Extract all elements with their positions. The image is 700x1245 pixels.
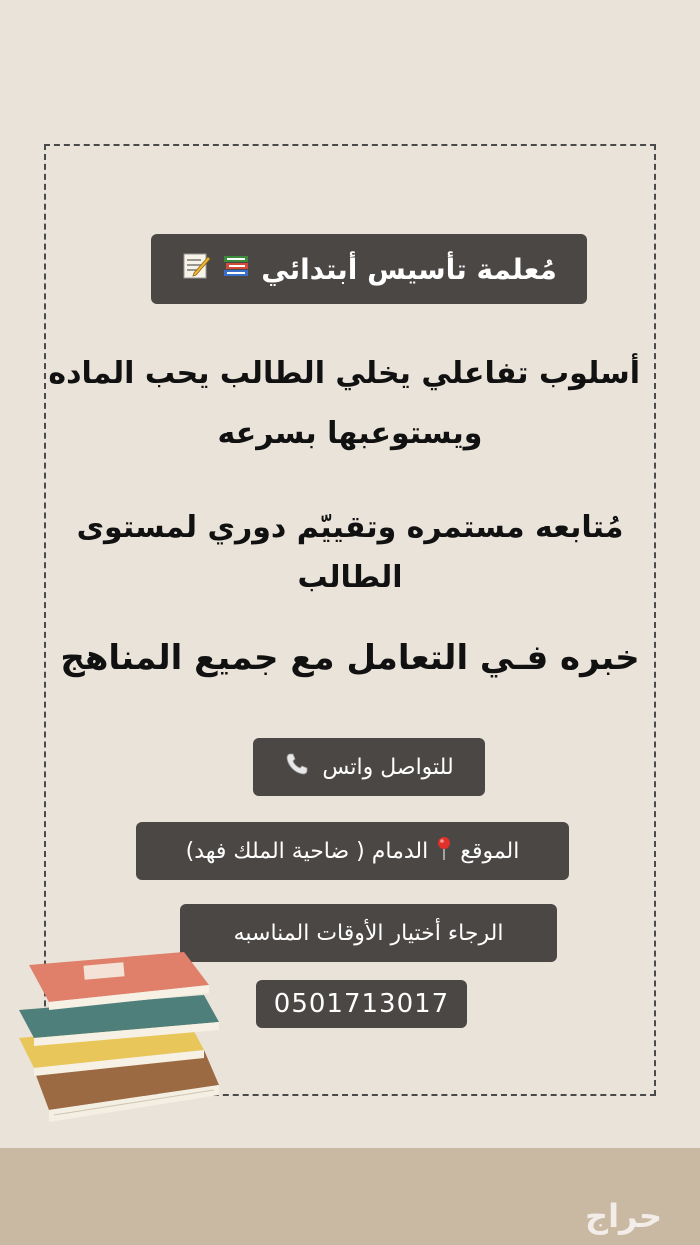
times-text: الرجاء أختيار الأوقات المناسبه — [233, 920, 504, 946]
footer-band — [0, 1148, 700, 1245]
feature-line-student: الطالب — [297, 560, 403, 595]
memo-pencil-icon — [181, 251, 211, 287]
location-label: الموقع — [460, 838, 520, 864]
books-stack-illustration — [14, 950, 224, 1130]
times-banner — [180, 904, 557, 962]
location-banner — [136, 822, 569, 880]
title-text: مُعلمة تأسيس أبتدائي — [261, 252, 557, 286]
watermark-text: حراج — [585, 1197, 662, 1235]
feature-line-followup: مُتابعه مستمره وتقييّم دوري لمستوى — [76, 510, 624, 545]
phone-icon — [284, 751, 310, 783]
contact-whatsapp-banner — [253, 738, 485, 796]
contact-label: للتواصل واتس — [322, 754, 454, 780]
phone-number: 0501713017 — [273, 989, 450, 1019]
map-pin-icon — [434, 835, 454, 867]
location-value: الدمام ( ضاحية الملك فهد) — [185, 838, 429, 864]
feature-line-understanding: ويستوعبها بسرعه — [217, 416, 483, 451]
feature-line-experience: خبره فـي التعامل مع جميع المناهج — [60, 638, 640, 678]
feature-line-interactive: أسلوب تفاعلي يخلي الطالب يحب الماده — [48, 356, 640, 391]
books-icon — [221, 251, 251, 287]
title-banner — [151, 234, 587, 304]
phone-number-banner — [256, 980, 467, 1028]
